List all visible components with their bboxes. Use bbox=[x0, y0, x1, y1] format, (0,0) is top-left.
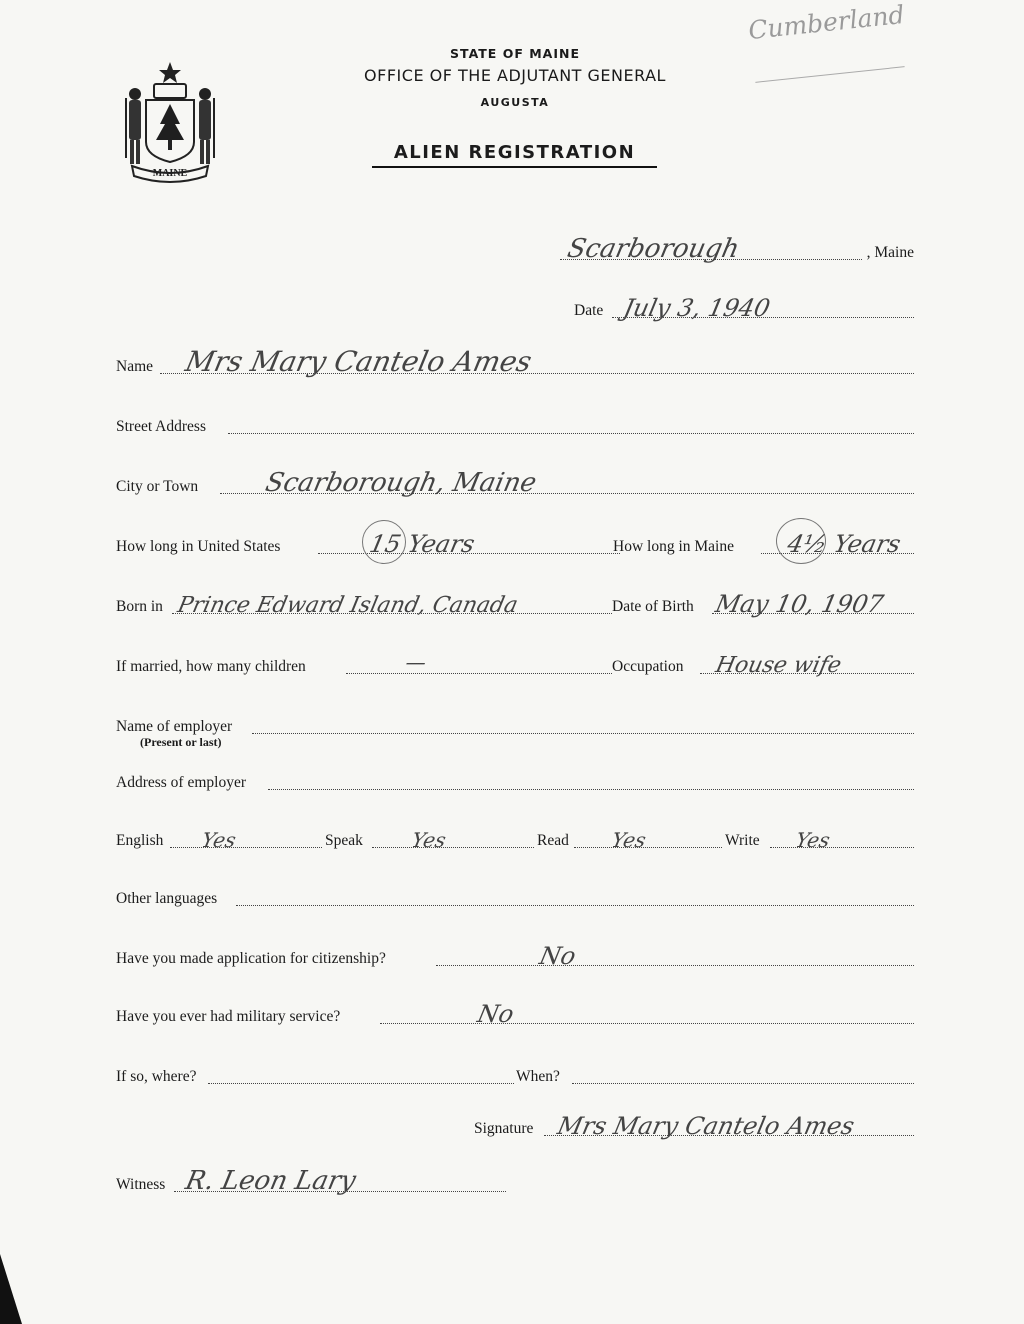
signature-row bbox=[474, 1112, 914, 1140]
birth-row bbox=[116, 590, 914, 618]
name-row bbox=[116, 345, 914, 378]
witness-value[interactable]: R. Leon Lary bbox=[182, 1166, 359, 1196]
occupation-label: Occupation bbox=[612, 658, 684, 675]
maine-label: How long in Maine bbox=[613, 538, 734, 555]
scan-edge-shadow bbox=[0, 1254, 22, 1324]
citizenship-label: Have you made application for citizenship? bbox=[116, 950, 386, 967]
employer-label: Name of employer bbox=[116, 718, 233, 735]
name-label: Name bbox=[116, 358, 154, 375]
residence-row bbox=[116, 530, 914, 558]
born-label: Born in bbox=[116, 598, 163, 615]
service-row bbox=[116, 1060, 914, 1088]
write-label: Write bbox=[725, 832, 760, 849]
employer-address-label: Address of employer bbox=[116, 774, 246, 791]
name-value[interactable]: Mrs Mary Cantelo Ames bbox=[182, 345, 535, 378]
date-row bbox=[574, 294, 914, 322]
header-state: STATE OF MAINE bbox=[450, 46, 580, 61]
witness-row bbox=[116, 1168, 506, 1196]
town-value[interactable]: Scarborough bbox=[564, 234, 743, 264]
city-row bbox=[116, 470, 914, 498]
born-value[interactable]: Prince Edward Island, Canada bbox=[175, 593, 521, 618]
seal-banner-text: MAINE bbox=[152, 168, 188, 179]
signature-value[interactable]: Mrs Mary Cantelo Ames bbox=[555, 1112, 857, 1140]
annotation-underline bbox=[755, 66, 904, 83]
citizenship-value[interactable]: No bbox=[537, 942, 579, 970]
employer-sublabel: (Present or last) bbox=[140, 735, 222, 749]
maine-value[interactable]: 4½ Years bbox=[785, 530, 904, 558]
read-label: Read bbox=[537, 832, 569, 849]
other-languages-label: Other languages bbox=[116, 890, 218, 907]
state-seal-icon bbox=[118, 58, 222, 186]
military-label: Have you ever had military service? bbox=[116, 1008, 341, 1025]
english-label: English bbox=[116, 832, 164, 849]
language-row bbox=[116, 824, 914, 852]
speak-label: Speak bbox=[325, 832, 363, 849]
county-annotation: Cumberland bbox=[746, 0, 906, 46]
witness-label: Witness bbox=[116, 1176, 166, 1193]
date-label: Date bbox=[574, 302, 604, 319]
other-languages-row bbox=[116, 882, 914, 910]
english-value[interactable]: Yes bbox=[199, 828, 239, 852]
header-office: OFFICE OF THE ADJUTANT GENERAL bbox=[364, 66, 666, 85]
date-value[interactable]: July 3, 1940 bbox=[621, 294, 773, 322]
employer-row bbox=[116, 710, 914, 738]
citizenship-row bbox=[116, 942, 914, 970]
military-row bbox=[116, 1000, 914, 1028]
form-title: ALIEN REGISTRATION bbox=[372, 142, 657, 168]
children-row bbox=[116, 650, 914, 678]
dob-value[interactable]: May 10, 1907 bbox=[713, 590, 886, 618]
street-row bbox=[116, 410, 914, 438]
dob-label: Date of Birth bbox=[612, 598, 694, 615]
street-label: Street Address bbox=[116, 418, 206, 435]
us-value[interactable]: 15 Years bbox=[367, 530, 478, 558]
city-label: City or Town bbox=[116, 478, 199, 495]
children-value[interactable]: — bbox=[403, 650, 429, 674]
speak-value[interactable]: Yes bbox=[409, 828, 449, 852]
occupation-value[interactable]: House wife bbox=[713, 653, 844, 678]
employer-address-row bbox=[116, 766, 914, 794]
where-label: If so, where? bbox=[116, 1068, 197, 1085]
town-row bbox=[560, 236, 920, 264]
read-value[interactable]: Yes bbox=[609, 828, 649, 852]
when-label: When? bbox=[516, 1068, 560, 1085]
signature-label: Signature bbox=[474, 1120, 534, 1137]
city-value[interactable]: Scarborough, Maine bbox=[262, 468, 540, 498]
header-city: AUGUSTA bbox=[480, 96, 550, 109]
us-label: How long in United States bbox=[116, 538, 281, 555]
military-value[interactable]: No bbox=[475, 1000, 517, 1028]
children-label: If married, how many children bbox=[116, 658, 306, 675]
write-value[interactable]: Yes bbox=[793, 828, 833, 852]
town-suffix: , Maine bbox=[866, 244, 914, 261]
